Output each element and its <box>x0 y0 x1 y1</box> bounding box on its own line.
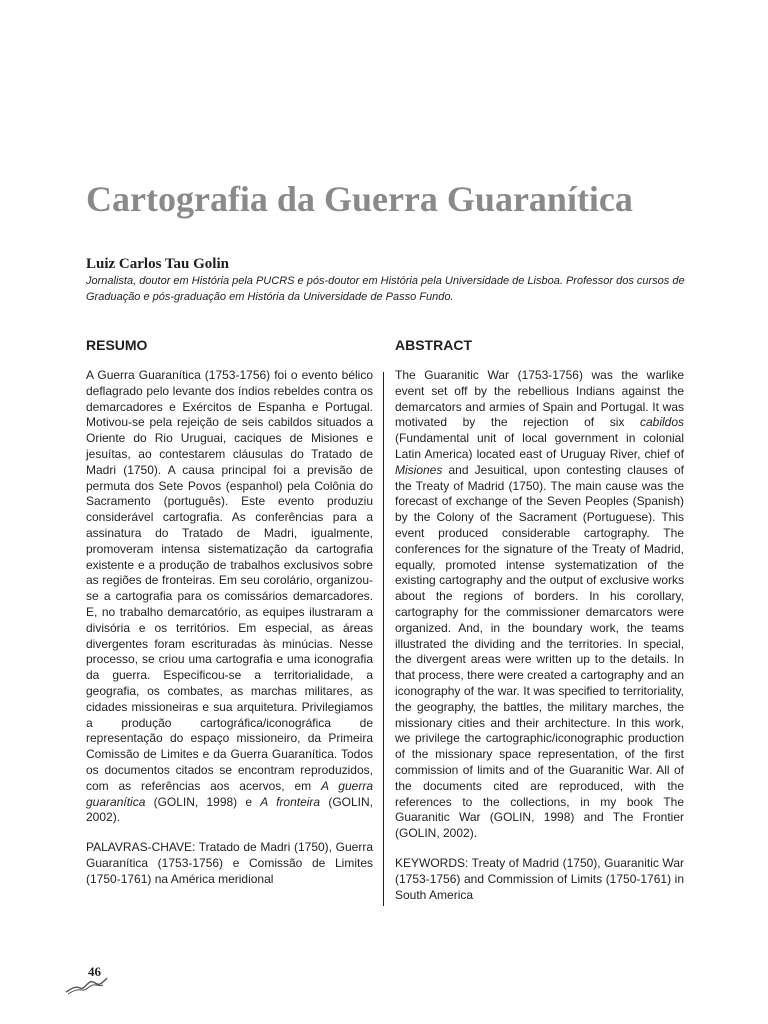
abstract-body <box>395 368 684 842</box>
resumo-body <box>86 368 373 826</box>
page-number: 46 <box>88 964 101 979</box>
abstract-keywords: KEYWORDS: Treaty of Madrid (1750), Guaranitic War (1753-1756) and Commission of Limits (1750-1761) in South America <box>395 855 684 902</box>
abstract-text: The Guaranitic War (1753-1756) was the warlike event set off by the rebellious Indians against the demarcators and armies of Spain and Portugal. It was motivated by the rejection of six <box>395 368 684 430</box>
article-title: Cartografia da Guerra Guaranítica <box>86 179 633 219</box>
resumo-book-title-2: A fronteira <box>260 794 321 809</box>
resumo-keywords: PALAVRAS-CHAVE: Tratado de Madri (1750), Guerra Guaranítica (1753-1756) e Comissão de Limites (1750-1761) na América meridional <box>86 840 373 886</box>
abstract-term-cabildos: cabildos <box>639 415 684 430</box>
wave-ornament-icon <box>64 975 108 995</box>
resumo-text: A Guerra Guaranítica (1753-1756) foi o evento bélico deflagrado pelo levante dos índios rebeldes contra os demarcadores e Exércitos de Espanha e Portugal. Motivou-se pela rejeição de seis cabildos situados a Oriente do Rio Uruguai, caciques de Misiones e jesuítas, ao contestarem cláusulas do Tratado de Madri (1750). A causa principal foi a previsão de permuta dos Sete Povos (espanhol) pela Colônia do Sacramento (português). Este evento produziu considerável cartografia. As conferências para a assinatura do Tratado de Madri, igualmente, promoveram intensa sistematização da cartografia existente e a produção de trabalhos exclusivos sobre as regiões de fronteiras. Em seu corolário, organizou-se a cartografia para os comissários demarcadores. E, no trabalho demarcatório, as equipes ilustraram a divisória e os territórios. Em especial, as áreas divergentes foram escrituradas às minúcias. Nesse processo, se criou uma cartografia e uma iconografia da guerra. Especificou-se a territorialidade, a geografia, os combates, as marchas militares, as cidades missioneiras e sua arquitetura. Privilegiamos a produção cartográfica/iconográfica de representação do espaço missioneiro, da Primeira Comissão de Limites e da Guerra Guaranítica. Todos os documentos citados se encontram reproduzidos, com as referências aos acervos, em <box>86 368 373 793</box>
resumo-book-title-1: A guerra guaranítica <box>86 778 373 809</box>
author-name: Luiz Carlos Tau Golin <box>86 256 229 272</box>
column-divider <box>383 372 384 906</box>
resumo-column <box>86 336 373 902</box>
resumo-heading: RESUMO <box>86 337 148 353</box>
abstract-heading: ABSTRACT <box>395 337 472 353</box>
resumo-text: (GOLIN, 2002). <box>86 794 374 825</box>
resumo-text: (GOLIN, 1998) e <box>145 794 261 809</box>
abstract-term-misiones: Misiones <box>395 462 443 477</box>
abstract-column <box>395 336 684 917</box>
abstract-text: (Fundamental unit of local government in colonial Latin America) located east of Uruguay River, chief of <box>395 431 684 461</box>
author-bio: Jornalista, doutor em História pela PUCRS e pós-doutor em História pela Universidade de Lisboa. Professor dos cursos de Graduação e pós-graduação em História da Universidade de Passo Fundo. <box>86 275 685 303</box>
abstract-text: and Jesuitical, upon contesting clauses of the Treaty of Madrid (1750). The main cause was the forecast of exchange of the Seven Peoples (Spanish) by the Colony of the Sacrament (Portuguese). This event produced considerable cartography. The conferences for the signature of the Treaty of Madrid, equally, promoted intense systematization of the existing cartography and the output of exclusive works about the regions of borders. In his corollary, cartography for the commissioner demarcators were organized. And, in the boundary work, the teams illustrated the dividing and the territories. In special, the divergent areas were written up to the details. In that process, there were created a cartography and an iconography of the war. It was specified to territoriality, the geography, the battles, the military marches, the missionary cities and their architecture. In this work, we privilege the cartographic/iconographic production of the missionary space representation, of the first commission of limits and of the Guaranitic War. All of the documents cited are reproduced, with the references to the collections, in my book The Guaranitic War (GOLIN, 1998) and The Frontier (GOLIN, 2002). <box>395 462 684 841</box>
